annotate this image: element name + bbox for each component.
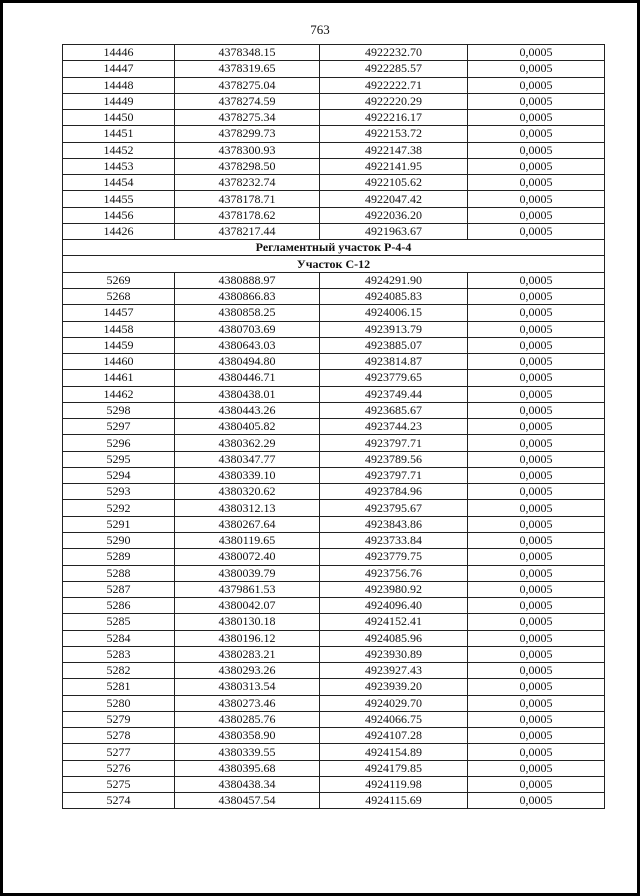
x-coordinate-cell: 4380267.64 (175, 516, 320, 532)
point-number-cell: 5298 (63, 402, 175, 418)
y-coordinate-cell: 4923789.56 (320, 451, 468, 467)
x-coordinate-cell: 4378178.62 (175, 207, 320, 223)
accuracy-cell: 0,0005 (468, 354, 605, 370)
x-coordinate-cell: 4378298.50 (175, 158, 320, 174)
table-row (63, 337, 605, 353)
table-row (63, 581, 605, 597)
accuracy-cell: 0,0005 (468, 93, 605, 109)
table-row (63, 77, 605, 93)
y-coordinate-cell: 4923939.20 (320, 679, 468, 695)
accuracy-cell: 0,0005 (468, 679, 605, 695)
y-coordinate-cell: 4924066.75 (320, 711, 468, 727)
x-coordinate-cell: 4380866.83 (175, 288, 320, 304)
y-coordinate-cell: 4923930.89 (320, 646, 468, 662)
accuracy-cell: 0,0005 (468, 776, 605, 792)
point-number-cell: 5288 (63, 565, 175, 581)
point-number-cell: 14450 (63, 110, 175, 126)
point-number-cell: 14448 (63, 77, 175, 93)
point-number-cell: 5269 (63, 272, 175, 288)
y-coordinate-cell: 4923795.67 (320, 500, 468, 516)
table-row (63, 549, 605, 565)
x-coordinate-cell: 4380446.71 (175, 370, 320, 386)
point-number-cell: 14447 (63, 61, 175, 77)
scan-border-top (0, 0, 640, 3)
accuracy-cell: 0,0005 (468, 532, 605, 548)
x-coordinate-cell: 4380405.82 (175, 419, 320, 435)
section-header-row (63, 240, 605, 256)
table-row (63, 776, 605, 792)
y-coordinate-cell: 4923733.84 (320, 532, 468, 548)
accuracy-cell: 0,0005 (468, 646, 605, 662)
y-coordinate-cell: 4923980.92 (320, 581, 468, 597)
y-coordinate-cell: 4923749.44 (320, 386, 468, 402)
table-row (63, 158, 605, 174)
x-coordinate-cell: 4380042.07 (175, 598, 320, 614)
y-coordinate-cell: 4922220.29 (320, 93, 468, 109)
table-row (63, 272, 605, 288)
accuracy-cell: 0,0005 (468, 288, 605, 304)
y-coordinate-cell: 4923843.86 (320, 516, 468, 532)
y-coordinate-cell: 4922141.95 (320, 158, 468, 174)
point-number-cell: 14455 (63, 191, 175, 207)
point-number-cell: 14462 (63, 386, 175, 402)
accuracy-cell: 0,0005 (468, 630, 605, 646)
table-row (63, 110, 605, 126)
point-number-cell: 14461 (63, 370, 175, 386)
y-coordinate-cell: 4923779.75 (320, 549, 468, 565)
x-coordinate-cell: 4380285.76 (175, 711, 320, 727)
x-coordinate-cell: 4378217.44 (175, 223, 320, 239)
accuracy-cell: 0,0005 (468, 142, 605, 158)
table-row (63, 630, 605, 646)
accuracy-cell: 0,0005 (468, 272, 605, 288)
point-number-cell: 14453 (63, 158, 175, 174)
table-row (63, 223, 605, 239)
accuracy-cell: 0,0005 (468, 598, 605, 614)
y-coordinate-cell: 4924179.85 (320, 760, 468, 776)
accuracy-cell: 0,0005 (468, 158, 605, 174)
table-row (63, 711, 605, 727)
accuracy-cell: 0,0005 (468, 435, 605, 451)
coordinates-table-body (63, 45, 605, 809)
accuracy-cell: 0,0005 (468, 207, 605, 223)
x-coordinate-cell: 4380320.62 (175, 484, 320, 500)
accuracy-cell: 0,0005 (468, 386, 605, 402)
y-coordinate-cell: 4924154.89 (320, 744, 468, 760)
table-row (63, 516, 605, 532)
point-number-cell: 14457 (63, 305, 175, 321)
point-number-cell: 14449 (63, 93, 175, 109)
point-number-cell: 14451 (63, 126, 175, 142)
x-coordinate-cell: 4380196.12 (175, 630, 320, 646)
x-coordinate-cell: 4380443.26 (175, 402, 320, 418)
y-coordinate-cell: 4922105.62 (320, 175, 468, 191)
accuracy-cell: 0,0005 (468, 61, 605, 77)
accuracy-cell: 0,0005 (468, 500, 605, 516)
accuracy-cell: 0,0005 (468, 484, 605, 500)
y-coordinate-cell: 4923885.07 (320, 337, 468, 353)
point-number-cell: 5275 (63, 776, 175, 792)
point-number-cell: 5292 (63, 500, 175, 516)
x-coordinate-cell: 4380858.25 (175, 305, 320, 321)
table-row (63, 598, 605, 614)
accuracy-cell: 0,0005 (468, 793, 605, 809)
x-coordinate-cell: 4380273.46 (175, 695, 320, 711)
accuracy-cell: 0,0005 (468, 45, 605, 61)
point-number-cell: 14460 (63, 354, 175, 370)
table-row (63, 500, 605, 516)
table-row (63, 93, 605, 109)
coordinates-table (62, 44, 605, 809)
table-row (63, 305, 605, 321)
y-coordinate-cell: 4922232.70 (320, 45, 468, 61)
y-coordinate-cell: 4923797.71 (320, 467, 468, 483)
table-row (63, 207, 605, 223)
table-row (63, 402, 605, 418)
y-coordinate-cell: 4924085.96 (320, 630, 468, 646)
accuracy-cell: 0,0005 (468, 451, 605, 467)
accuracy-cell: 0,0005 (468, 711, 605, 727)
point-number-cell: 5277 (63, 744, 175, 760)
x-coordinate-cell: 4380339.10 (175, 467, 320, 483)
point-number-cell: 5296 (63, 435, 175, 451)
x-coordinate-cell: 4380494.80 (175, 354, 320, 370)
section-header: Участок С-12 (63, 256, 605, 272)
x-coordinate-cell: 4380438.34 (175, 776, 320, 792)
point-number-cell: 5276 (63, 760, 175, 776)
x-coordinate-cell: 4380339.55 (175, 744, 320, 760)
table-row (63, 467, 605, 483)
x-coordinate-cell: 4378275.34 (175, 110, 320, 126)
point-number-cell: 5297 (63, 419, 175, 435)
table-row (63, 695, 605, 711)
x-coordinate-cell: 4380072.40 (175, 549, 320, 565)
point-number-cell: 5295 (63, 451, 175, 467)
table-row (63, 45, 605, 61)
scan-border-left (0, 0, 3, 896)
x-coordinate-cell: 4380643.03 (175, 337, 320, 353)
x-coordinate-cell: 4378319.65 (175, 61, 320, 77)
point-number-cell: 14458 (63, 321, 175, 337)
point-number-cell: 5281 (63, 679, 175, 695)
y-coordinate-cell: 4922036.20 (320, 207, 468, 223)
point-number-cell: 5268 (63, 288, 175, 304)
point-number-cell: 5287 (63, 581, 175, 597)
table-row (63, 435, 605, 451)
table-row (63, 565, 605, 581)
point-number-cell: 5293 (63, 484, 175, 500)
section-header: Регламентный участок Р-4-4 (63, 240, 605, 256)
y-coordinate-cell: 4923685.67 (320, 402, 468, 418)
x-coordinate-cell: 4380888.97 (175, 272, 320, 288)
accuracy-cell: 0,0005 (468, 744, 605, 760)
y-coordinate-cell: 4924291.90 (320, 272, 468, 288)
point-number-cell: 5278 (63, 728, 175, 744)
accuracy-cell: 0,0005 (468, 337, 605, 353)
table-row (63, 728, 605, 744)
y-coordinate-cell: 4924006.15 (320, 305, 468, 321)
table-row (63, 793, 605, 809)
table-row (63, 61, 605, 77)
x-coordinate-cell: 4378232.74 (175, 175, 320, 191)
x-coordinate-cell: 4380293.26 (175, 663, 320, 679)
point-number-cell: 5286 (63, 598, 175, 614)
accuracy-cell: 0,0005 (468, 760, 605, 776)
y-coordinate-cell: 4922047.42 (320, 191, 468, 207)
point-number-cell: 14426 (63, 223, 175, 239)
x-coordinate-cell: 4380313.54 (175, 679, 320, 695)
x-coordinate-cell: 4379861.53 (175, 581, 320, 597)
x-coordinate-cell: 4380395.68 (175, 760, 320, 776)
table-row (63, 191, 605, 207)
x-coordinate-cell: 4380362.29 (175, 435, 320, 451)
table-row (63, 386, 605, 402)
point-number-cell: 5284 (63, 630, 175, 646)
y-coordinate-cell: 4924115.69 (320, 793, 468, 809)
page-number: 763 (310, 22, 330, 37)
accuracy-cell: 0,0005 (468, 191, 605, 207)
y-coordinate-cell: 4922216.17 (320, 110, 468, 126)
table-row (63, 142, 605, 158)
y-coordinate-cell: 4922147.38 (320, 142, 468, 158)
accuracy-cell: 0,0005 (468, 77, 605, 93)
point-number-cell: 5283 (63, 646, 175, 662)
x-coordinate-cell: 4380039.79 (175, 565, 320, 581)
y-coordinate-cell: 4922153.72 (320, 126, 468, 142)
point-number-cell: 5274 (63, 793, 175, 809)
accuracy-cell: 0,0005 (468, 581, 605, 597)
y-coordinate-cell: 4924119.98 (320, 776, 468, 792)
x-coordinate-cell: 4380358.90 (175, 728, 320, 744)
y-coordinate-cell: 4923784.96 (320, 484, 468, 500)
y-coordinate-cell: 4923814.87 (320, 354, 468, 370)
accuracy-cell: 0,0005 (468, 565, 605, 581)
accuracy-cell: 0,0005 (468, 663, 605, 679)
point-number-cell: 14456 (63, 207, 175, 223)
table-row (63, 663, 605, 679)
table-row (63, 614, 605, 630)
accuracy-cell: 0,0005 (468, 549, 605, 565)
point-number-cell: 5279 (63, 711, 175, 727)
y-coordinate-cell: 4924107.28 (320, 728, 468, 744)
y-coordinate-cell: 4923756.76 (320, 565, 468, 581)
y-coordinate-cell: 4924096.40 (320, 598, 468, 614)
accuracy-cell: 0,0005 (468, 516, 605, 532)
x-coordinate-cell: 4380119.65 (175, 532, 320, 548)
x-coordinate-cell: 4380438.01 (175, 386, 320, 402)
x-coordinate-cell: 4380312.13 (175, 500, 320, 516)
x-coordinate-cell: 4378299.73 (175, 126, 320, 142)
y-coordinate-cell: 4923779.65 (320, 370, 468, 386)
table-row (63, 370, 605, 386)
table-row (63, 354, 605, 370)
point-number-cell: 5280 (63, 695, 175, 711)
point-number-cell: 14452 (63, 142, 175, 158)
point-number-cell: 5282 (63, 663, 175, 679)
y-coordinate-cell: 4923913.79 (320, 321, 468, 337)
accuracy-cell: 0,0005 (468, 223, 605, 239)
accuracy-cell: 0,0005 (468, 695, 605, 711)
x-coordinate-cell: 4378274.59 (175, 93, 320, 109)
accuracy-cell: 0,0005 (468, 110, 605, 126)
table-row (63, 760, 605, 776)
point-number-cell: 5294 (63, 467, 175, 483)
x-coordinate-cell: 4380283.21 (175, 646, 320, 662)
table-row (63, 321, 605, 337)
y-coordinate-cell: 4924152.41 (320, 614, 468, 630)
accuracy-cell: 0,0005 (468, 321, 605, 337)
y-coordinate-cell: 4922222.71 (320, 77, 468, 93)
table-row (63, 288, 605, 304)
accuracy-cell: 0,0005 (468, 402, 605, 418)
y-coordinate-cell: 4923744.23 (320, 419, 468, 435)
table-row (63, 484, 605, 500)
x-coordinate-cell: 4380703.69 (175, 321, 320, 337)
accuracy-cell: 0,0005 (468, 126, 605, 142)
x-coordinate-cell: 4378300.93 (175, 142, 320, 158)
x-coordinate-cell: 4380347.77 (175, 451, 320, 467)
point-number-cell: 5289 (63, 549, 175, 565)
accuracy-cell: 0,0005 (468, 175, 605, 191)
accuracy-cell: 0,0005 (468, 370, 605, 386)
table-row (63, 646, 605, 662)
table-row (63, 419, 605, 435)
accuracy-cell: 0,0005 (468, 305, 605, 321)
y-coordinate-cell: 4924085.83 (320, 288, 468, 304)
table-row (63, 532, 605, 548)
point-number-cell: 5291 (63, 516, 175, 532)
accuracy-cell: 0,0005 (468, 614, 605, 630)
point-number-cell: 5290 (63, 532, 175, 548)
accuracy-cell: 0,0005 (468, 467, 605, 483)
table-row (63, 744, 605, 760)
y-coordinate-cell: 4923927.43 (320, 663, 468, 679)
section-header-row (63, 256, 605, 272)
x-coordinate-cell: 4378178.71 (175, 191, 320, 207)
point-number-cell: 14459 (63, 337, 175, 353)
point-number-cell: 14454 (63, 175, 175, 191)
point-number-cell: 5285 (63, 614, 175, 630)
table-row (63, 679, 605, 695)
point-number-cell: 14446 (63, 45, 175, 61)
x-coordinate-cell: 4378348.15 (175, 45, 320, 61)
y-coordinate-cell: 4923797.71 (320, 435, 468, 451)
table-row (63, 175, 605, 191)
accuracy-cell: 0,0005 (468, 728, 605, 744)
x-coordinate-cell: 4380457.54 (175, 793, 320, 809)
y-coordinate-cell: 4924029.70 (320, 695, 468, 711)
accuracy-cell: 0,0005 (468, 419, 605, 435)
table-row (63, 451, 605, 467)
table-row (63, 126, 605, 142)
x-coordinate-cell: 4378275.04 (175, 77, 320, 93)
y-coordinate-cell: 4922285.57 (320, 61, 468, 77)
x-coordinate-cell: 4380130.18 (175, 614, 320, 630)
y-coordinate-cell: 4921963.67 (320, 223, 468, 239)
